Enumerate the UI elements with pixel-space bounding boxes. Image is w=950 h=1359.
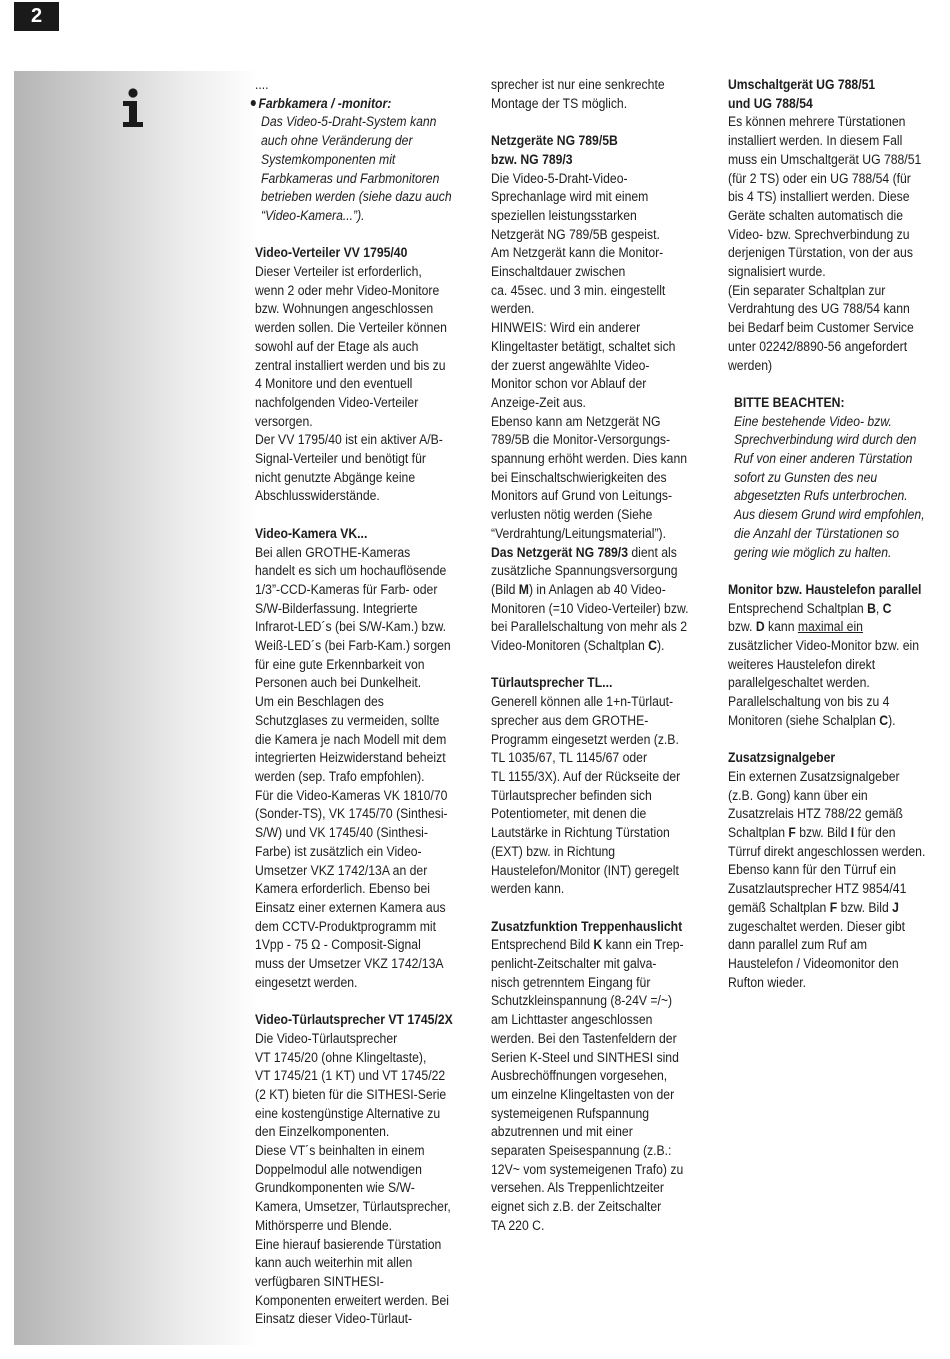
section-body-ng3 — [491, 544, 710, 656]
continuation-text-block — [491, 76, 710, 113]
body-text: Entsprechend Schaltplan — [728, 600, 868, 617]
ref-schaltplan-c: C — [882, 600, 892, 617]
ng3-text: ). — [656, 638, 665, 655]
section-body: Bei allen GROTHE-Kameras handelt es sich um hochauflösende 1/3”-CCD-Kameras für Farb- oder S/W-Bilderfassung. Integrierte Infrarot-LED´s (bei S/W-Kam.) bzw. Weiß-LED´s (bei Farb-Kam.) sorgen für eine gute Erkennbarkeit von Personen auch bei Dunkelheit. Um ein Beschlagen des Schutzglases zu vermeiden, sollte die Kamera je nach Modell mit dem integrierten Heizwiderstand beheizt werden (sep. Trafo empfohlen). Für die Video-Kameras VK 1810/70 (Sonder-TS), VK 1745/70 (Sinthesi- S/W) und VK 1745/40 (Sinthesi- Farbe) ist zusätzlich ein Video- Umsetzer VKZ 1742/13A an der Kamera erforderlich. Ebenso bei Einsatz einer externen Kamera aus dem CCTV-Produktprogramm mit 1Vpp - 75 Ω - Composit-Signal muss der Umsetzer VKZ 1742/13A eingesetzt werden. — [255, 544, 451, 991]
section-body: Es können mehrere Türstationen installiert werden. In diesem Fall muss ein Umschaltgerät UG 788/51 (für 2 TS) oder ein UG 788/54 (für bis 4 TS) installiert werden. Diese Geräte schalten automatisch die Video- bzw. Sprechverbindung zu derjenigen Türstation, von der aus signalisiert wurde. (Ein separater Schaltplan zur Verdrahtung des UG 788/54 kann bei Bedarf beim Customer Service unter 02242/8890-56 angefordert werden) — [728, 114, 922, 374]
body-text: bzw. — [728, 619, 753, 636]
bullet-text: Das Video-5-Draht-System kann auch ohne Veränderung der Systemkomponenten mit Farbkameras und Farbmonitoren betrieben werden (siehe dazu auch “Video-Kamera...”). — [261, 114, 452, 224]
section-body: Die Video-5-Draht-Video- Sprechanlage wird mit einem speziellen leistungsstarken Netzgerät NG 789/5B gespeist. Am Netzgerät kann die Monitor- Einschaltdauer zwischen ca. 45sec. und 3 min. eingestellt werden. HINWEIS: Wird ein anderer Klingeltaster betätigt, schaltet sich der zuerst angewählte Video- Monitor schon vor Ablauf der Anzeige-Zeit aus. Ebenso kann am Netzgerät NG 789/5B die Monitor-Versorgungs- spannung erhöht werden. Dies kann bei Einschaltschwierigkeiten des Monitors auf Grund von Leitungs- verlusten nötig werden (Siehe “Verdrahtung/Leitungsmaterial”). — [491, 170, 688, 542]
note-heading: BITTE BEACHTEN: — [734, 394, 845, 411]
bullet-section-color — [255, 76, 479, 226]
column-2 — [491, 76, 710, 1236]
ng3-text: ) in Anlagen ab 40 Video- Monitoren (=10 Video-Verteiler) bzw. bei Parallelschaltung von mehr als 2 Video-Monitoren (Schaltplan — [491, 581, 689, 655]
body-text: Entsprechend Bild — [491, 937, 594, 954]
column-3 — [728, 76, 950, 992]
ref-schaltplan-f: F — [829, 899, 838, 916]
section-heading: Umschaltgerät UG 788/51 und UG 788/54 — [728, 77, 876, 112]
underlined-text: maximal ein — [797, 619, 863, 636]
section-treppenhauslicht — [491, 918, 710, 1236]
section-heading: Zusatzfunktion Treppenhauslicht — [491, 918, 683, 935]
section-heading: Video-Kamera VK... — [255, 525, 368, 542]
bullet-dot-icon — [251, 100, 256, 106]
section-zusatzsignalgeber — [728, 749, 950, 992]
section-monitor-parallel — [728, 581, 950, 731]
section-body: Die Video-Türlautsprecher VT 1745/20 (ohne Klingeltaste), VT 1745/21 (1 KT) und VT 1745/22 (2 KT) bieten für die SITHESI-Serie eine kostengünstige Alternative zu den Einzelkomponenten. Diese VT´s beinhalten in einem Doppelmodul alle notwendigen Grundkomponenten wie S/W- Kamera, Umsetzer, Türlautsprecher, Mithörsperre und Blende. Eine hierauf basierende Türstation kann auch weiterhin mit allen verfügbaren SINTHESI- Komponenten erweitert werden. Bei Einsatz dieser Video-Türlaut- — [255, 1030, 451, 1328]
ref-bild-i: I — [850, 825, 855, 842]
section-video-tuerlautsprecher — [255, 1011, 479, 1329]
ref-schaltplan-f: F — [788, 825, 796, 842]
section-video-verteiler — [255, 244, 479, 506]
bullet-title — [255, 95, 479, 114]
body-text: bzw. Bild — [837, 899, 893, 916]
note-bitte-beachten — [728, 394, 950, 562]
body-text: , — [875, 600, 883, 617]
ng3-lead: Das Netzgerät NG 789/3 — [491, 544, 628, 561]
section-tuerlautsprecher — [491, 674, 710, 898]
note-body: Eine bestehende Video- bzw. Sprechverbindung wird durch den Ruf von einer anderen Türstation sofort zu Gunsten des neu abgesetzten Rufs unterbrochen. Aus diesem Grund wird empfohlen, die Anzahl der Türstationen so gering wie möglich zu halten. — [734, 413, 925, 561]
body-text: kann — [764, 619, 798, 636]
body-text: bzw. Bild — [795, 825, 851, 842]
page-number-badge — [14, 2, 59, 31]
section-heading: Netzgeräte NG 789/5B bzw. NG 789/3 — [491, 133, 618, 168]
section-heading: Türlautsprecher TL... — [491, 675, 613, 692]
page-number: 2 — [30, 5, 43, 27]
body-text: Ein externen Zusatzsignalgeber (z.B. Gong) kann über ein Zusatzrelais HTZ 788/22 gemäß Schaltplan — [728, 768, 903, 842]
bullet-title-text: Farbkamera / -monitor: — [258, 95, 392, 112]
body-text: zusätzlicher Video-Monitor bzw. ein weiteres Haustelefon direkt parallelgeschaltet werden. Parallelschaltung von bis zu 4 Monitoren (siehe Schalplan — [728, 638, 920, 729]
section-body — [728, 600, 950, 731]
section-netzgeraete — [491, 132, 710, 656]
column-1 — [255, 76, 479, 1329]
ref-bild-m: M — [518, 581, 529, 598]
section-video-kamera — [255, 525, 479, 993]
ref-schaltplan-c: C — [648, 638, 657, 655]
ng3-text: dient als zusätzliche Spannungsversorgung (Bild — [491, 544, 678, 598]
ref-bild-j: J — [892, 899, 899, 916]
ref-schaltplan-c: C — [879, 712, 889, 729]
body-text: ). — [888, 712, 896, 729]
body-text: zugeschaltet werden. Dieser gibt dann parallel zum Ruf am Haustelefon / Videomonitor den Rufton wieder. — [728, 918, 906, 991]
section-umschaltgeraet — [728, 76, 950, 375]
info-icon — [120, 88, 146, 128]
body-text: für den Türruf direkt angeschlossen werden. Ebenso kann für den Türruf ein Zusatzlautsprecher HTZ 9854/41 gemäß Schaltplan — [728, 825, 926, 916]
ref-schaltplan-b: B — [867, 600, 876, 617]
ref-bild-k: K — [593, 937, 603, 954]
section-heading: Monitor bzw. Haustelefon parallel — [728, 581, 922, 598]
section-heading: Video-Türlautsprecher VT 1745/2X — [255, 1012, 453, 1029]
section-body — [728, 768, 950, 992]
section-heading: Video-Verteiler VV 1795/40 — [255, 245, 408, 262]
section-body — [491, 936, 710, 1235]
intro-dots: .... — [255, 77, 269, 93]
section-body: Dieser Verteiler ist erforderlich, wenn 2 oder mehr Video-Monitore bzw. Wohnungen angeschlossen werden sollen. Die Verteiler können sowohl auf der Etage als auch zentral installiert werden und bis zu 4 Monitore und den eventuell nachfolgenden Video-Verteiler versorgen. Der VV 1795/40 ist ein aktiver A/B- Signal-Verteiler und benötigt für nicht genutzte Abgänge keine Abschlusswiderstände. — [255, 264, 447, 505]
body-text: kann ein Trep- penlicht-Zeitschalter mit galva- nisch getrenntem Eingang für Schutzkleinspannung (8-24V =/~) am Lichttaster angeschlossen werden. Bei den Tastenfeldern der Serien K-Steel und SINTHESI sind Ausbrechöffnungen vorgesehen, um einzelne Klingeltasten von der systemeigenen Rufspannung abzutrennen und mit einer separaten Speisespannung (z.B.: 12V~ vom systemeigenen Trafo) zu versehen. Als Treppenlichtzeiter eignet sich z.B. der Zeitschalter TA 220 C. — [491, 937, 684, 1234]
continuation-text: sprecher ist nur eine senkrechte Montage der TS möglich. — [491, 77, 665, 112]
section-heading: Zusatzsignalgeber — [728, 750, 836, 767]
section-body: Generell können alle 1+n-Türlaut- sprecher aus dem GROTHE- Programm eingesetzt werden (z.B. TL 1035/67, TL 1145/67 oder TL 1155/3X). Auf der Rückseite der Türlautsprecher befinden sich Potentiometer, mit denen die Lautstärke in Richtung Türstation (EXT) bzw. in Richtung Haustelefon/Monitor (INT) geregelt werden kann. — [491, 694, 681, 898]
ref-schaltplan-d: D — [755, 619, 765, 636]
